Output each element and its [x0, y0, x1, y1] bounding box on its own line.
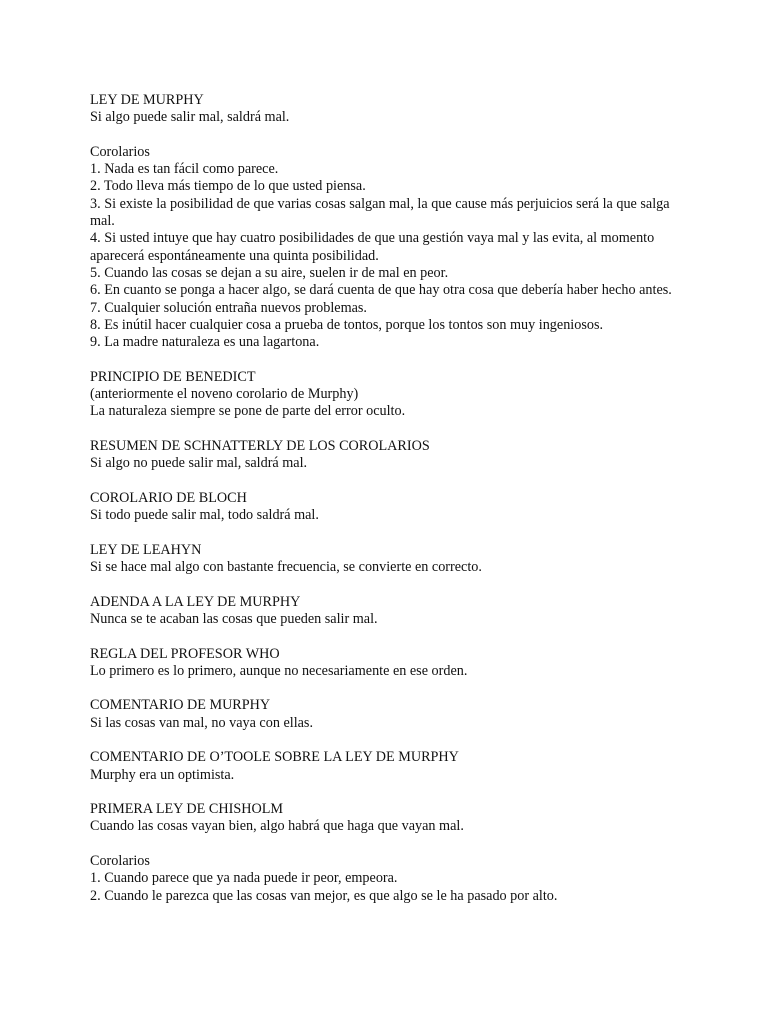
- list-item: 2. Cuando le parezca que las cosas van mejor, es que algo se le ha pasado por alto.: [90, 887, 558, 904]
- section-comentario-de-murphy: [90, 697, 690, 732]
- section-corolario-de-bloch: [90, 490, 690, 525]
- section-comentario-de-otoole: [90, 749, 690, 784]
- section-line: Si se hace mal algo con bastante frecuencia, se convierte en correcto.: [90, 559, 482, 576]
- section-corolarios-chisholm: [90, 853, 690, 905]
- section-line: Si algo puede salir mal, saldrá mal.: [90, 109, 290, 126]
- section-line: Murphy era un optimista.: [90, 766, 235, 783]
- section-title: RESUMEN DE SCHNATTERLY DE LOS COROLARIOS: [90, 437, 430, 454]
- section-title: REGLA DEL PROFESOR WHO: [90, 645, 280, 662]
- section-resumen-de-schnatterly: [90, 438, 690, 473]
- list-item: 9. La madre naturaleza es una lagartona.: [90, 334, 320, 351]
- section-title: LEY DE LEAHYN: [90, 541, 202, 558]
- section-line: Si algo no puede salir mal, saldrá mal.: [90, 455, 308, 472]
- section-line: Si las cosas van mal, no vaya con ellas.: [90, 714, 314, 731]
- section-ley-de-murphy: [90, 92, 690, 127]
- list-item: 7. Cualquier solución entraña nuevos problemas.: [90, 299, 367, 316]
- section-title: COMENTARIO DE MURPHY: [90, 697, 271, 714]
- section-title: Corolarios: [90, 853, 150, 870]
- section-line: Cuando las cosas vayan bien, algo habrá que haga que vayan mal.: [90, 818, 464, 835]
- document-page: [90, 92, 690, 922]
- section-line: Nunca se te acaban las cosas que pueden salir mal.: [90, 610, 378, 627]
- section-principio-de-benedict: [90, 369, 690, 421]
- section-adenda: [90, 594, 690, 629]
- section-title: PRINCIPIO DE BENEDICT: [90, 368, 256, 385]
- section-title: PRIMERA LEY DE CHISHOLM: [90, 801, 283, 818]
- section-corolarios: [90, 144, 690, 352]
- section-line: La naturaleza siempre se pone de parte del error oculto.: [90, 403, 406, 420]
- section-title: Corolarios: [90, 143, 150, 160]
- section-title: COROLARIO DE BLOCH: [90, 489, 247, 506]
- list-item: 8. Es inútil hacer cualquier cosa a prueba de tontos, porque los tontos son muy ingeniosos.: [90, 316, 604, 333]
- section-title: COMENTARIO DE O’TOOLE SOBRE LA LEY DE MURPHY: [90, 749, 459, 766]
- section-line: Lo primero es lo primero, aunque no necesariamente en ese orden.: [90, 662, 468, 679]
- list-item: 4. Si usted intuye que hay cuatro posibilidades de que una gestión vaya mal y las evita, al momento aparecerá espontáneamente una quinta posibilidad.: [90, 230, 655, 264]
- section-regla-profesor-who: [90, 646, 690, 681]
- list-item: 5. Cuando las cosas se dejan a su aire, suelen ir de mal en peor.: [90, 264, 449, 281]
- section-title: ADENDA A LA LEY DE MURPHY: [90, 593, 301, 610]
- section-line: Si todo puede salir mal, todo saldrá mal.: [90, 507, 319, 524]
- list-item: 3. Si existe la posibilidad de que varias cosas salgan mal, la que cause más perjuicios será la que salga mal.: [90, 195, 670, 230]
- section-line: (anteriormente el noveno corolario de Murphy): [90, 386, 359, 403]
- list-item: 1. Nada es tan fácil como parece.: [90, 161, 279, 178]
- list-item: 2. Todo lleva más tiempo de lo que usted piensa.: [90, 178, 366, 195]
- section-primera-ley-de-chisholm: [90, 801, 690, 836]
- list-item: 6. En cuanto se ponga a hacer algo, se dará cuenta de que hay otra cosa que debería haber hecho antes.: [90, 282, 672, 299]
- section-ley-de-leahyn: [90, 542, 690, 577]
- section-title: LEY DE MURPHY: [90, 92, 204, 108]
- list-item: 1. Cuando parece que ya nada puede ir peor, empeora.: [90, 870, 398, 887]
